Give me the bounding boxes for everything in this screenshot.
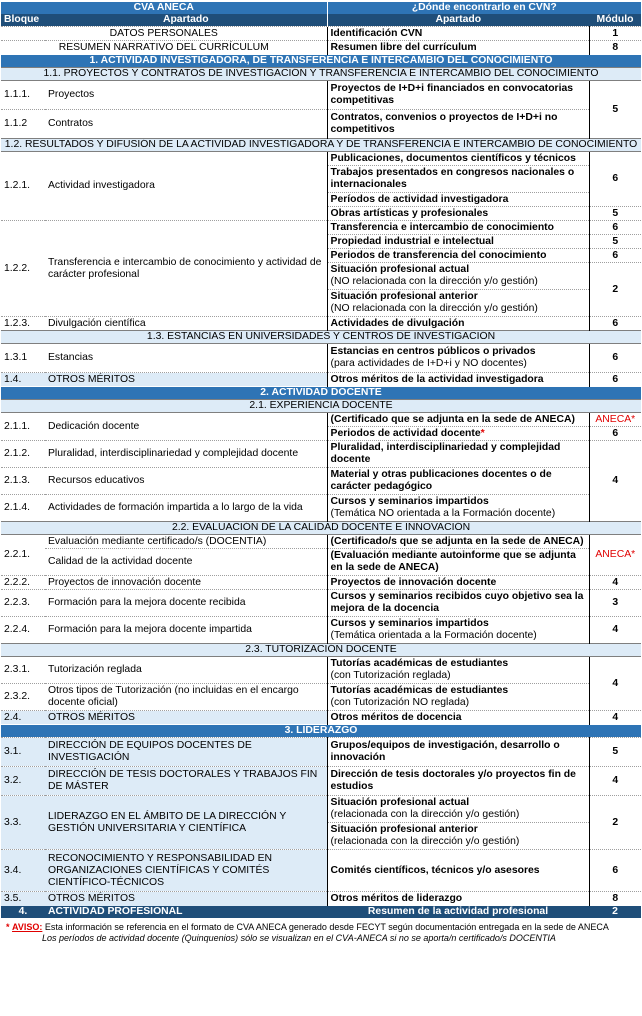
row-label: OTROS MÉRITOS <box>45 892 327 906</box>
row-modulo: 8 <box>589 41 641 55</box>
row-label: RECONOCIMIENTO Y RESPONSABILIDAD EN ORGANIZACIONES CIENTÍFICAS Y COMITÉS CIENTÍFICO-TÉCNICOS <box>45 850 327 892</box>
row-apartado: Pluralidad, interdisciplinariedad y complejidad docente <box>327 441 589 468</box>
table-header-row <box>1 2 641 14</box>
header-cva-aneca: CVA ANECA <box>1 2 327 14</box>
table-row <box>1 317 641 331</box>
row-label: Calidad de la actividad docente <box>45 549 327 576</box>
row-apartado: Trabajos presentados en congresos nacionales o internacionales <box>327 166 589 193</box>
row-modulo: ANECA* <box>589 535 641 576</box>
row-code: 3.2. <box>1 767 45 796</box>
row-modulo: 6 <box>589 317 641 331</box>
table-row <box>1 413 641 427</box>
row-label: Estancias <box>45 344 327 373</box>
row-apartado: Proyectos de I+D+i financiados en convocatorias competitivas <box>327 81 589 110</box>
table-row <box>1 576 641 590</box>
row-apartado: Identificación CVN <box>327 27 589 41</box>
row-code: 3.4. <box>1 850 45 892</box>
row-label: Formación para la mejora docente impartida <box>45 617 327 644</box>
row-modulo: ANECA* <box>589 413 641 427</box>
table-row <box>1 711 641 725</box>
table-row <box>1 590 641 617</box>
row-label: DIRECCIÓN DE EQUIPOS DOCENTES DE INVESTIGACIÓN <box>45 738 327 767</box>
row-label: Otros tipos de Tutorización (no incluidas en el encargo docente oficial) <box>45 684 327 711</box>
table-row <box>1 495 641 522</box>
row-label: Contratos <box>45 110 327 139</box>
row-modulo: 4 <box>589 576 641 590</box>
row-apartado: Proyectos de innovación docente <box>327 576 589 590</box>
row-apartado: Cursos y seminarios impartidos (Temática NO orientada a la Formación docente) <box>327 495 589 522</box>
row-code: 3.3. <box>1 796 45 850</box>
row-code: 2.1.1. <box>1 413 45 441</box>
row-label: Evaluación mediante certificado/s (DOCENTIA) <box>45 535 327 549</box>
table-row <box>1 221 641 235</box>
table-row <box>1 441 641 468</box>
row-code: 1.3.1 <box>1 344 45 373</box>
row-label: Actividad investigadora <box>45 152 327 221</box>
row-modulo: 4 <box>589 441 641 522</box>
row-apartado: Grupos/equipos de investigación, desarrollo o innovación <box>327 738 589 767</box>
row-label: ACTIVIDAD PROFESIONAL <box>45 906 327 918</box>
row-label: Actividades de formación impartida a lo largo de la vida <box>45 495 327 522</box>
row-apartado: Propiedad industrial e intelectual <box>327 235 589 249</box>
row-modulo: 5 <box>589 81 641 139</box>
row-modulo: 6 <box>589 249 641 263</box>
row-label: DATOS PERSONALES <box>1 27 327 41</box>
table-row <box>1 684 641 711</box>
row-apartado: Periodos de transferencia del conocimiento <box>327 249 589 263</box>
row-apartado: Actividades de divulgación <box>327 317 589 331</box>
row-label: LIDERAZGO EN EL ÁMBITO DE LA DIRECCIÓN Y GESTIÓN UNIVERSITARIA Y CIENTÍFICA <box>45 796 327 850</box>
row-code: 2.4. <box>1 711 45 725</box>
col-bloque: Bloque <box>1 14 45 27</box>
table-row <box>1 152 641 166</box>
row-apartado: Tutorías académicas de estudiantes (con Tutorización reglada) <box>327 657 589 684</box>
section-title: 3. LIDERAZGO <box>1 725 641 738</box>
table-row <box>1 850 641 892</box>
col-modulo: Módulo <box>589 14 641 27</box>
row-label: OTROS MÉRITOS <box>45 373 327 387</box>
subsection-title: 2.3. TUTORIZACIÓN DOCENTE <box>1 644 641 657</box>
row-modulo: 5 <box>589 738 641 767</box>
row-apartado: Resumen de la actividad profesional <box>327 906 589 918</box>
table-row <box>1 344 641 373</box>
row-label: OTROS MÉRITOS <box>45 711 327 725</box>
row-label: Formación para la mejora docente recibida <box>45 590 327 617</box>
row-modulo: 3 <box>589 590 641 617</box>
table-row <box>1 796 641 823</box>
col-apartado-left: Apartado <box>45 14 327 27</box>
row-code: 2.1.2. <box>1 441 45 468</box>
row-label: Proyectos <box>45 81 327 110</box>
cva-cvn-mapping-table <box>1 2 641 918</box>
table-row <box>1 738 641 767</box>
row-apartado: Otros méritos de liderazgo <box>327 892 589 906</box>
row-code: 1.1.2 <box>1 110 45 139</box>
col-apartado-right: Apartado <box>327 14 589 27</box>
row-modulo: 4 <box>589 711 641 725</box>
subsection-title: 2.2. EVALUACIÓN DE LA CALIDAD DOCENTE E INNOVACIÓN <box>1 522 641 535</box>
row-apartado: Períodos de actividad investigadora <box>327 193 589 207</box>
row-code: 2.1.3. <box>1 468 45 495</box>
row-modulo: 4 <box>589 657 641 711</box>
row-modulo: 4 <box>589 767 641 796</box>
column-header-row <box>1 14 641 27</box>
footer-line-2: Los períodos de actividad docente (Quinquenios) sólo se visualizan en el CVA-ANECA si no se aporta/n certificado/s DOCENTIA <box>42 932 556 943</box>
row-label: RESUMEN NARRATIVO DEL CURRÍCULUM <box>1 41 327 55</box>
row-apartado: Resumen libre del currículum <box>327 41 589 55</box>
footer-line-1: * AVISO: Esta información se referencia en el formato de CVA ANECA generado desde FECYT según documentación entregada en la sede de ANECA <box>6 921 609 932</box>
subsection-title: 1.3. ESTANCIAS EN UNIVERSIDADES Y CENTROS DE INVESTIGACIÓN <box>1 331 641 344</box>
row-apartado: Cursos y seminarios impartidos (Temática orientada a la Formación docente) <box>327 617 589 644</box>
row-modulo: 5 <box>589 207 641 221</box>
table-row <box>1 110 641 139</box>
row-modulo: 6 <box>589 427 641 441</box>
row-modulo: 2 <box>589 263 641 317</box>
row-apartado: Material y otras publicaciones docentes o de carácter pedagógico <box>327 468 589 495</box>
row-modulo: 6 <box>589 850 641 892</box>
row-modulo: 6 <box>589 221 641 235</box>
row-apartado: Situación profesional anterior (NO relacionada con la dirección y/o gestión) <box>327 290 589 317</box>
table-row <box>1 41 641 55</box>
table-row <box>1 549 641 576</box>
row-modulo: 8 <box>589 892 641 906</box>
row-modulo: 4 <box>589 617 641 644</box>
row-apartado: Otros méritos de la actividad investigadora <box>327 373 589 387</box>
subsection-title: 1.1. PROYECTOS Y CONTRATOS DE INVESTIGACIÓN Y TRANSFERENCIA E INTERCAMBIO DEL CONOCIMIENTO <box>1 68 641 81</box>
row-code: 2.2.1. <box>1 535 45 576</box>
table-row <box>1 27 641 41</box>
row-code: 1.2.2. <box>1 221 45 317</box>
row-apartado: Cursos y seminarios recibidos cuyo objetivo sea la mejora de la docencia <box>327 590 589 617</box>
section-activity-professional <box>1 906 641 918</box>
row-apartado: Transferencia e intercambio de conocimiento <box>327 221 589 235</box>
row-modulo: 6 <box>589 373 641 387</box>
footer-notice <box>6 922 642 944</box>
row-code: 2.3.1. <box>1 657 45 684</box>
row-apartado: Periodos de actividad docente* <box>327 427 589 441</box>
row-apartado: (Certificado/s que se adjunta en la sede de ANECA) <box>327 535 589 549</box>
row-code: 3.5. <box>1 892 45 906</box>
row-code: 1.1.1. <box>1 81 45 110</box>
row-apartado: Publicaciones, documentos científicos y técnicos <box>327 152 589 166</box>
row-modulo: 5 <box>589 235 641 249</box>
row-apartado: (Evaluación mediante autoinforme que se adjunta en la sede de ANECA) <box>327 549 589 576</box>
table-row <box>1 373 641 387</box>
row-label: Transferencia e intercambio de conocimiento y actividad de carácter profesional <box>45 221 327 317</box>
row-apartado: Obras artísticas y profesionales <box>327 207 589 221</box>
row-apartado: Situación profesional anterior (relacionada con la dirección y/o gestión) <box>327 823 589 850</box>
row-label: Divulgación científica <box>45 317 327 331</box>
row-code: 1.2.1. <box>1 152 45 221</box>
row-apartado: (Certificado que se adjunta en la sede de ANECA) <box>327 413 589 427</box>
row-code: 2.2.4. <box>1 617 45 644</box>
row-label: Pluralidad, interdisciplinariedad y complejidad docente <box>45 441 327 468</box>
row-apartado: Tutorías académicas de estudiantes (con Tutorización NO reglada) <box>327 684 589 711</box>
row-modulo: 2 <box>589 796 641 850</box>
table-row <box>1 468 641 495</box>
subsection-title: 1.2. RESULTADOS Y DIFUSIÓN DE LA ACTIVIDAD INVESTIGADORA Y DE TRANSFERENCIA E INTERCAMBIO DE CONOCIMIENTO <box>1 139 641 152</box>
header-cvn: ¿Dónde encontrarlo en CVN? <box>327 2 641 14</box>
row-code: 4. <box>1 906 45 918</box>
table-row <box>1 892 641 906</box>
row-apartado: Situación profesional actual (NO relacionada con la dirección y/o gestión) <box>327 263 589 290</box>
row-code: 2.1.4. <box>1 495 45 522</box>
row-code: 2.3.2. <box>1 684 45 711</box>
row-apartado: Estancias en centros públicos o privados (para actividades de I+D+i y NO docentes) <box>327 344 589 373</box>
row-apartado: Otros méritos de docencia <box>327 711 589 725</box>
row-code: 2.2.3. <box>1 590 45 617</box>
row-code: 2.2.2. <box>1 576 45 590</box>
row-apartado: Contratos, convenios o proyectos de I+D+i no competitivos <box>327 110 589 139</box>
row-label: Recursos educativos <box>45 468 327 495</box>
row-label: Dedicación docente <box>45 413 327 441</box>
table-row <box>1 657 641 684</box>
row-label: Proyectos de innovación docente <box>45 576 327 590</box>
section-title: 2. ACTIVIDAD DOCENTE <box>1 387 641 400</box>
row-apartado: Situación profesional actual (relacionada con la dirección y/o gestión) <box>327 796 589 823</box>
row-modulo: 2 <box>589 906 641 918</box>
table-row <box>1 81 641 110</box>
row-label: Tutorización reglada <box>45 657 327 684</box>
row-code: 3.1. <box>1 738 45 767</box>
subsection-title: 2.1. EXPERIENCIA DOCENTE <box>1 400 641 413</box>
row-code: 1.4. <box>1 373 45 387</box>
row-apartado: Dirección de tesis doctorales y/o proyectos fin de estudios <box>327 767 589 796</box>
row-modulo: 6 <box>589 152 641 207</box>
row-modulo: 1 <box>589 27 641 41</box>
section-title: 1. ACTIVIDAD INVESTIGADORA, DE TRANSFERENCIA E INTERCAMBIO DEL CONOCIMIENTO <box>1 55 641 68</box>
table-row <box>1 767 641 796</box>
row-label: DIRECCIÓN DE TESIS DOCTORALES Y TRABAJOS FIN DE MÁSTER <box>45 767 327 796</box>
row-modulo: 6 <box>589 344 641 373</box>
row-code: 1.2.3. <box>1 317 45 331</box>
row-apartado: Comités científicos, técnicos y/o asesores <box>327 850 589 892</box>
table-row <box>1 535 641 549</box>
table-row <box>1 617 641 644</box>
